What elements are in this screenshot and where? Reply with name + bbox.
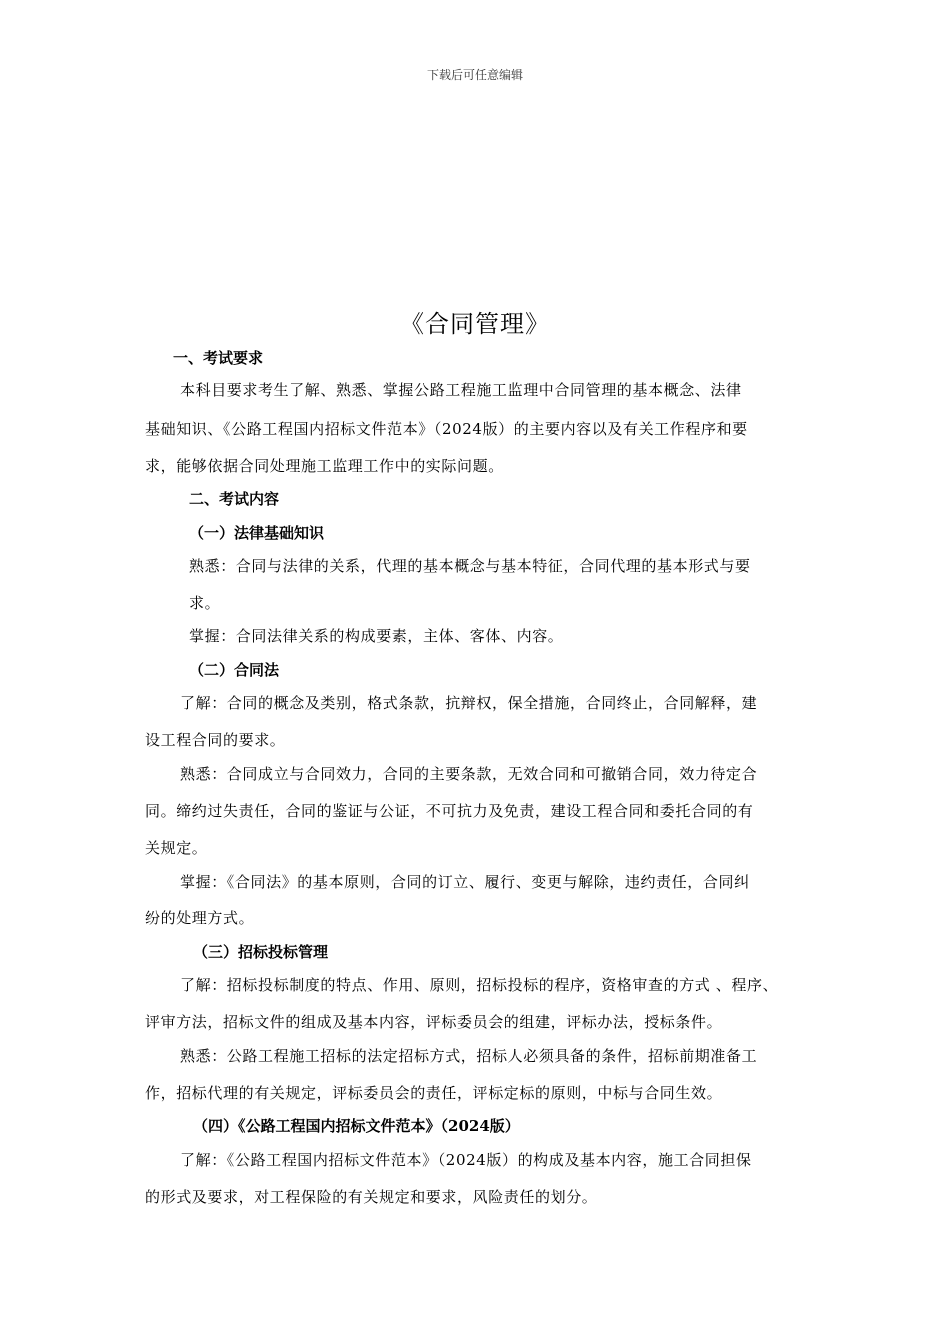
subsection-heading-bidding-template: （四）《公路工程国内招标文件范本》（2024版）: [193, 1117, 520, 1135]
paragraph-line: 本科目要求考生了解、熟悉、掌握公路工程施工监理中合同管理的基本概念、法律: [180, 381, 742, 399]
paragraph-line: 了解：《公路工程国内招标文件范本》（2024版）的构成及基本内容，施工合同担保: [180, 1151, 752, 1169]
section-heading-exam-content: 二、考试内容: [189, 490, 280, 508]
paragraph-line: 熟悉：合同与法律的关系，代理的基本概念与基本特征，合同代理的基本形式与要: [189, 557, 751, 575]
paragraph-line: 纷的处理方式。: [145, 909, 255, 927]
paragraph-line: 作，招标代理的有关规定，评标委员会的责任，评标定标的原则，中标与合同生效。: [145, 1084, 723, 1102]
paragraph-line: 求，能够依据合同处理施工监理工作中的实际问题。: [145, 457, 504, 475]
paragraph-line: 熟悉：合同成立与合同效力，合同的主要条款，无效合同和可撤销合同，效力待定合: [180, 765, 758, 783]
page-header-note: 下载后可任意编辑: [426, 68, 523, 82]
section-heading-exam-requirements: 一、考试要求: [173, 349, 264, 367]
document-title: 《合同管理》: [400, 310, 550, 338]
paragraph-line: 评审方法，招标文件的组成及基本内容，评标委员会的组建，评标办法，授标条件。: [145, 1013, 723, 1031]
paragraph-line: 掌握：《合同法》的基本原则，合同的订立、履行、变更与解除，违约责任，合同纠: [180, 873, 750, 891]
paragraph-line: 关规定。: [145, 839, 208, 857]
paragraph-line: 同。缔约过失责任，合同的鉴证与公证，不可抗力及免责，建设工程合同和委托合同的有: [145, 802, 754, 820]
paragraph-line: 掌握：合同法律关系的构成要素，主体、客体、内容。: [189, 627, 564, 645]
paragraph-line: 熟悉：公路工程施工招标的法定招标方式，招标人必须具备的条件，招标前期准备工: [180, 1047, 758, 1065]
paragraph-line: 设工程合同的要求。: [145, 731, 286, 749]
subsection-heading-legal-basics: （一）法律基础知识: [189, 524, 325, 542]
subsection-heading-bidding-management: （三）招标投标管理: [193, 943, 329, 961]
paragraph-line: 基础知识、《公路工程国内招标文件范本》（2024版）的主要内容以及有关工作程序和要: [145, 420, 748, 438]
paragraph-line: 了解：招标投标制度的特点、作用、原则，招标投标的程序，资格审查的方式 、程序、: [180, 976, 779, 994]
paragraph-line: 了解：合同的概念及类别，格式条款，抗辩权，保全措施，合同终止，合同解释，建: [180, 694, 758, 712]
paragraph-line: 求。: [189, 594, 221, 612]
paragraph-line: 的形式及要求，对工程保险的有关规定和要求，风险责任的划分。: [145, 1188, 598, 1206]
subsection-heading-contract-law: （二）合同法: [189, 661, 280, 679]
